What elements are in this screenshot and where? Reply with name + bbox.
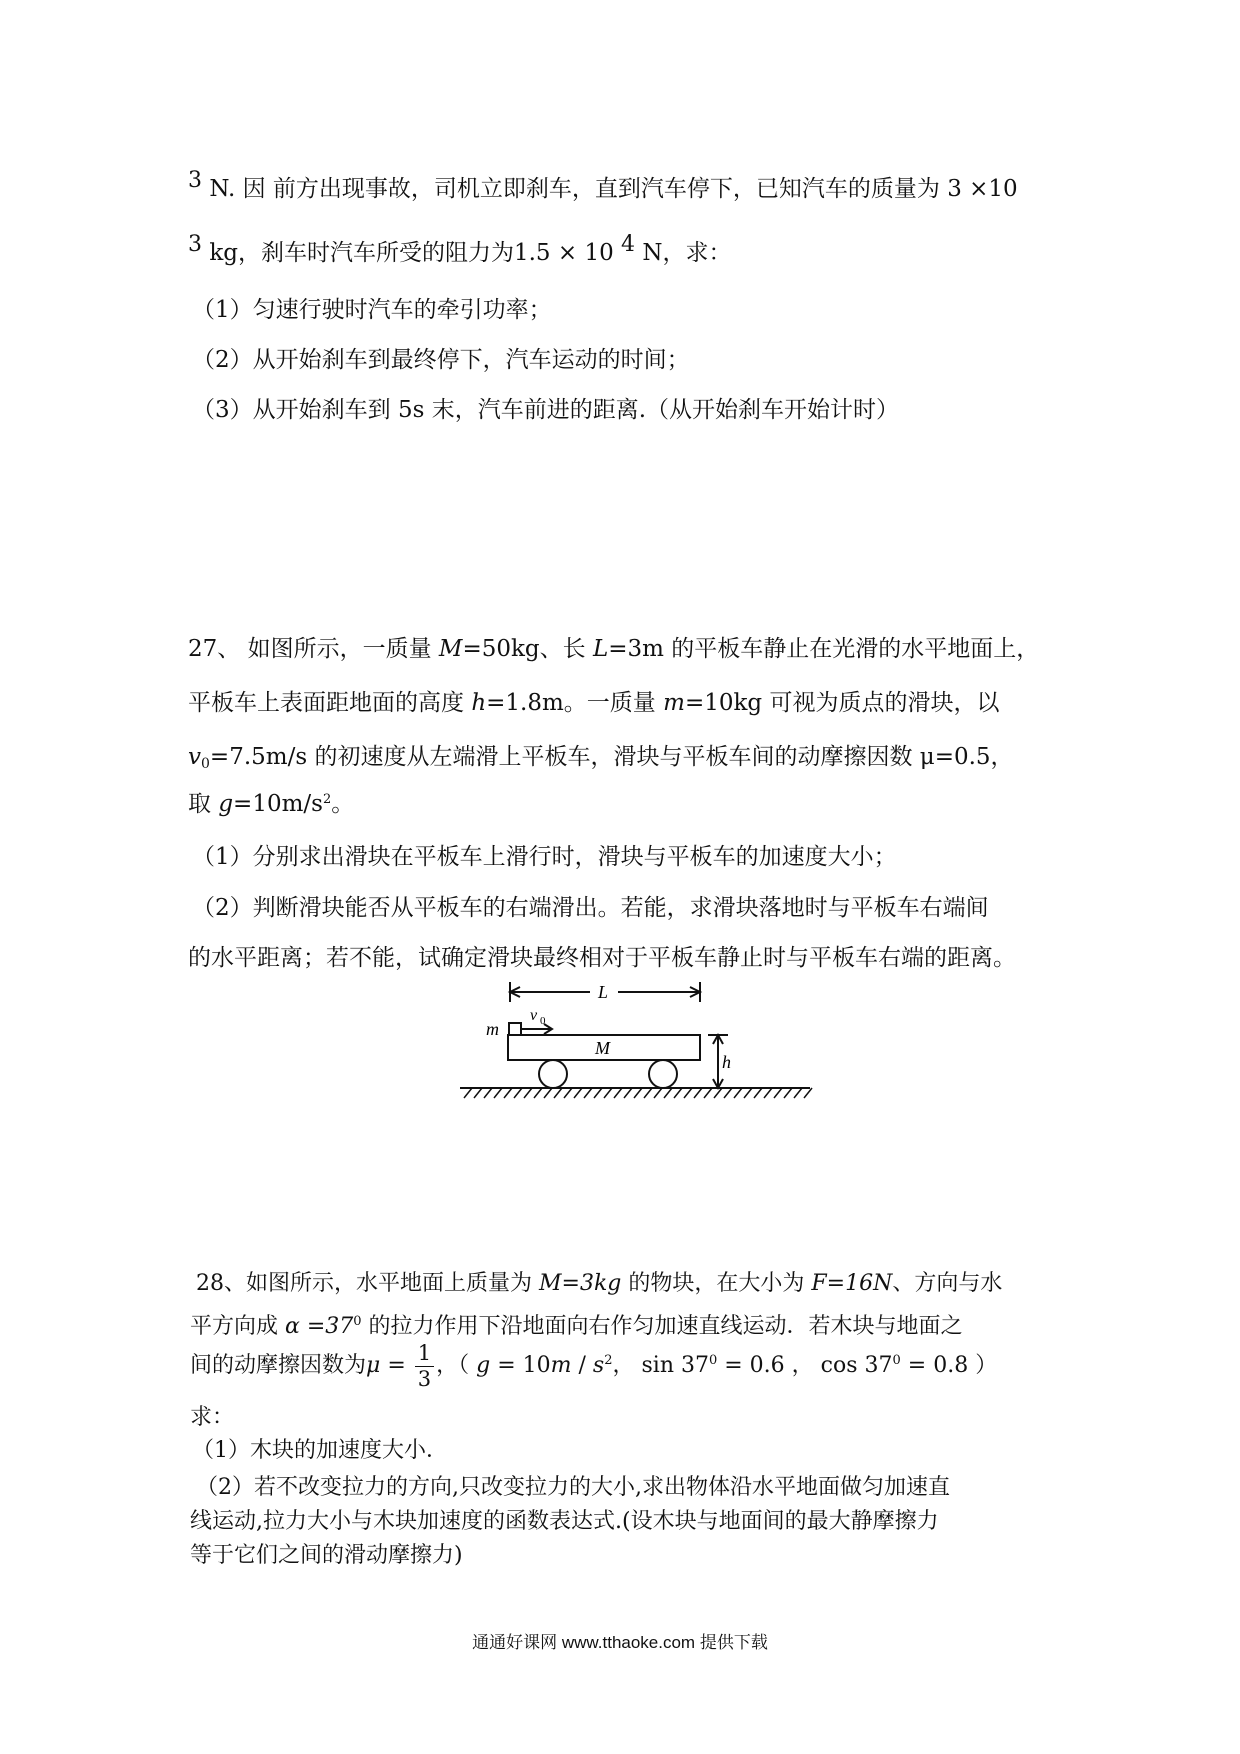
- p27-question-2b: 的水平距离；若不能，试确定滑块最终相对于平板车静止时与平板车右端的距离。: [188, 945, 1016, 971]
- p27-line-1: 27、 如图所示，一质量 M=50kg、长 L=3m 的平板车静止在光滑的水平地面上，: [188, 636, 1040, 662]
- footer-source: 通通好课网 www.tthaoke.com 提供下载: [472, 1633, 768, 1652]
- hatch-line: [794, 1088, 802, 1098]
- slider-block: [509, 1023, 521, 1035]
- prev-line-2: $^3$ kg，刹车时汽车所受的阻力为1.5 × 10 $^4$ N，求：: [188, 232, 732, 266]
- p27-line-3: $v_0=7.5m/s$ 的初速度从左端滑上平板车，滑块与平板车间的动摩擦因数 μ=0.5，: [188, 744, 1014, 772]
- p27-line-4: 取 $g=10m/s^2$。: [188, 791, 355, 817]
- wheel-left: [539, 1060, 567, 1088]
- p28-line-2: 平方向成 $\alpha =37^0$ 的拉力作用下沿地面向右作匀加速直线运动．若木块与地面之: [190, 1314, 963, 1339]
- mu-fraction: $\frac{1}{3}$: [415, 1341, 434, 1390]
- p28-line-1: 28、如图所示，水平地面上质量为 M=3kg 的物块，在大小为 F=16N、方向与水: [196, 1271, 1003, 1296]
- hatch-line: [604, 1088, 612, 1098]
- label-m: m: [486, 1019, 499, 1039]
- prev-question-2: （2）从开始刹车到最终停下，汽车运动的时间；: [192, 347, 690, 373]
- hatch-line: [684, 1088, 692, 1098]
- p28-question-2b: 线运动,拉力大小与木块加速度的函数表达式.(设木块与地面间的最大静摩擦力: [190, 1509, 939, 1534]
- label-v-sub: 0: [540, 1015, 546, 1027]
- hatch-line: [754, 1088, 762, 1098]
- hatch-line: [704, 1088, 712, 1098]
- p28-question-2c: 等于它们之间的滑动摩擦力): [190, 1543, 463, 1568]
- label-M: M: [595, 1038, 610, 1058]
- hatch-line: [674, 1088, 682, 1098]
- hatch-line: [694, 1088, 702, 1098]
- hatch-line: [724, 1088, 732, 1098]
- hatch-line: [564, 1088, 572, 1098]
- hatch-line: [464, 1088, 472, 1098]
- hatch-line: [524, 1088, 532, 1098]
- p27-line-2: 平板车上表面距地面的高度 h=1.8m。一质量 m=10kg 可视为质点的滑块，以: [188, 690, 1000, 716]
- label-L: L: [598, 982, 609, 1002]
- hatch-line: [764, 1088, 772, 1098]
- p28-question-2a: （2）若不改变拉力的方向,只改变拉力的大小,求出物体沿水平地面做匀加速直: [196, 1475, 950, 1500]
- hatch-line: [574, 1088, 582, 1098]
- p28-line-4: 求：: [190, 1405, 235, 1430]
- wheel-right: [649, 1060, 677, 1088]
- hatch-line: [624, 1088, 632, 1098]
- hatch-line: [664, 1088, 672, 1098]
- hatch-line: [474, 1088, 482, 1098]
- p27-question-1: （1）分别求出滑块在平板车上滑行时，滑块与平板车的加速度大小；: [192, 844, 897, 870]
- hatch-line: [644, 1088, 652, 1098]
- hatch-line: [494, 1088, 502, 1098]
- hatch-line: [744, 1088, 752, 1098]
- hatch-line: [594, 1088, 602, 1098]
- label-v: v: [530, 1007, 538, 1024]
- hatch-line: [634, 1088, 642, 1098]
- p28-question-1: （1）木块的加速度大小．: [192, 1438, 448, 1463]
- hatch-line: [784, 1088, 792, 1098]
- hatch-line: [584, 1088, 592, 1098]
- hatch-line: [544, 1088, 552, 1098]
- prev-question-1: （1）匀速行驶时汽车的牵引功率；: [192, 297, 552, 323]
- prev-line-1: $^3$ N. 因 前方出现事故，司机立即刹车，直到汽车停下，已知汽车的质量为 3 ×10: [188, 168, 1018, 202]
- hatch-line: [484, 1088, 492, 1098]
- hatch-line: [614, 1088, 622, 1098]
- p27-question-2a: （2）判断滑块能否从平板车的右端滑出。若能，求滑块落地时与平板车右端间: [192, 895, 989, 921]
- label-h: h: [722, 1052, 731, 1072]
- ground-hatch: [464, 1088, 812, 1098]
- hatch-line: [504, 1088, 512, 1098]
- p28-line-3: 间的动摩擦因数为μ = $\frac{1}{3}$ ，（ $g = 10m / s^2$， $\sin 37^0 = 0.6$ ， $\cos 37^0 = 0.8$ ）: [190, 1341, 998, 1391]
- hatch-line: [654, 1088, 662, 1098]
- hatch-line: [804, 1088, 812, 1098]
- figure-27-cart: [460, 980, 830, 1130]
- hatch-line: [534, 1088, 542, 1098]
- hatch-line: [514, 1088, 522, 1098]
- hatch-line: [734, 1088, 742, 1098]
- prev-question-3: （3）从开始刹车到 5s 末，汽车前进的距离.（从开始刹车开始计时）: [192, 397, 900, 423]
- hatch-line: [774, 1088, 782, 1098]
- hatch-line: [554, 1088, 562, 1098]
